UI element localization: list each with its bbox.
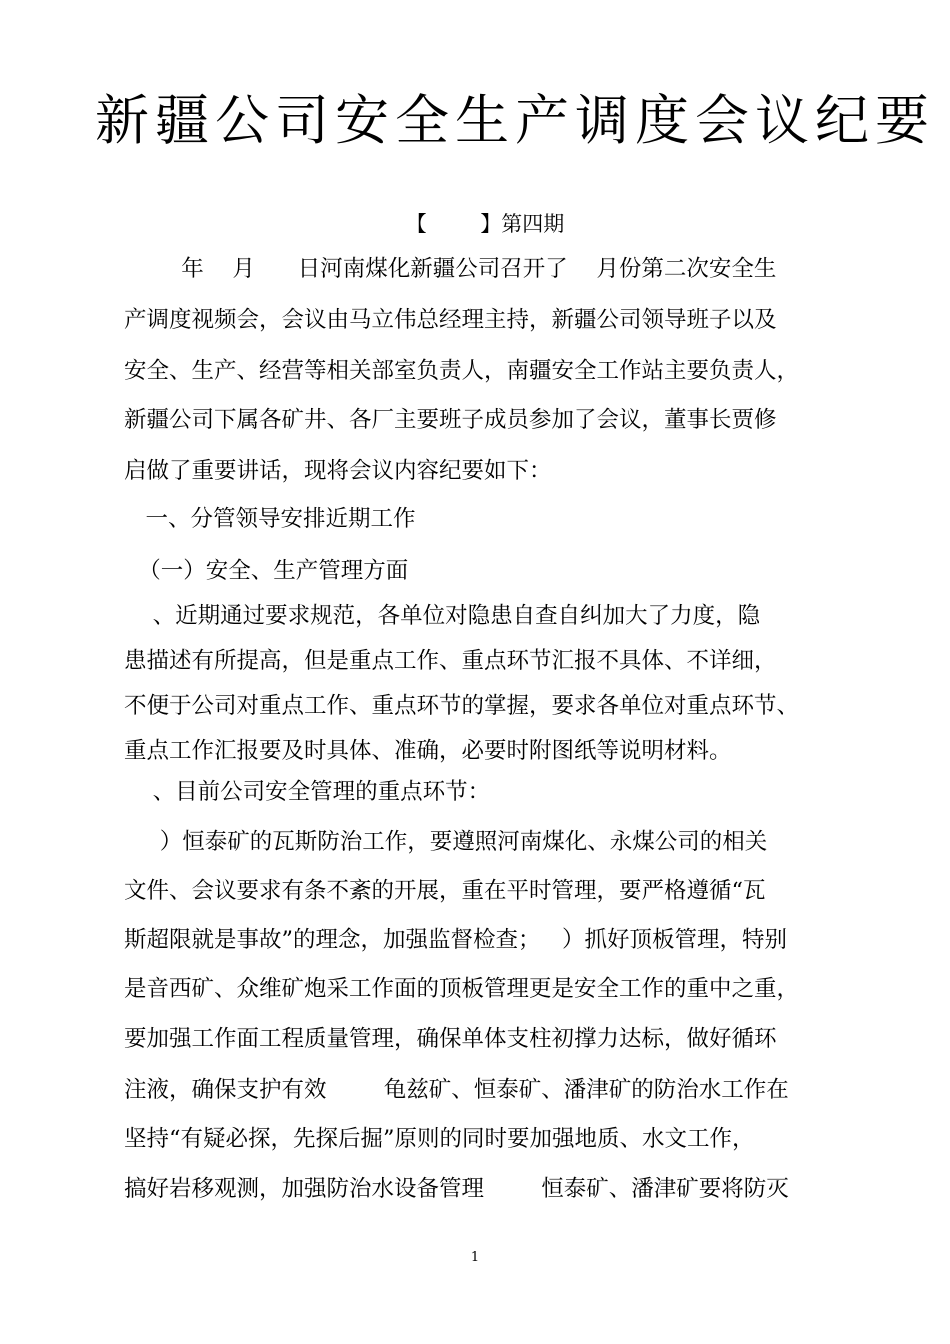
- text-line: 搞好岩移观测，加强防治水设备管理 恒泰矿、潘津矿要将防灭: [124, 1176, 789, 1202]
- document-title: 新疆公司安全生产调度会议纪要: [95, 89, 935, 152]
- text-line: 、近期通过要求规范，各单位对隐患自查自纠加大了力度，隐: [124, 603, 761, 629]
- text-line: 产调度视频会，会议由马立伟总经理主持，新疆公司领导班子以及: [124, 307, 777, 333]
- page-number: 1: [470, 1250, 480, 1265]
- text-line: 安全、生产、经营等相关部室负责人，南疆安全工作站主要负责人，: [124, 358, 800, 384]
- text-line: 重点工作汇报要及时具体、准确，必要时附图纸等说明材料。: [124, 738, 732, 764]
- text-line: 斯超限就是事故”的理念，加强监督检查； ）抓好顶板管理，特别: [124, 927, 787, 953]
- text-line: 年 月 日河南煤化新疆公司召开了 月份第二次安全生: [124, 256, 777, 282]
- text-line: 文件、会议要求有条不紊的开展，重在平时管理，要严格遵循“瓦: [124, 878, 766, 904]
- section-heading: 一、分管领导安排近期工作: [124, 506, 416, 532]
- text-line: 注液，确保支护有效 龟兹矿、恒泰矿、潘津矿的防治水工作在: [124, 1077, 789, 1103]
- text-line: ）恒泰矿的瓦斯防治工作，要遵照河南煤化、永煤公司的相关: [124, 829, 768, 855]
- text-line: 启做了重要讲话，现将会议内容纪要如下：: [124, 458, 552, 484]
- text-line: 患描述有所提高，但是重点工作、重点环节汇报不具体、不详细，: [124, 648, 777, 674]
- text-line: 新疆公司下属各矿井、各厂主要班子成员参加了会议，董事长贾修: [124, 407, 777, 433]
- subsection-heading: （一）安全、生产管理方面: [124, 558, 409, 584]
- text-line: 要加强工作面工程质量管理，确保单体支柱初撑力达标，做好循环: [124, 1026, 777, 1052]
- text-line: 是音西矿、众维矿炮采工作面的顶板管理更是安全工作的重中之重，: [124, 976, 800, 1002]
- text-line: 坚持“有疑必探，先探后掘”原则的同时要加强地质、水文工作，: [124, 1126, 755, 1152]
- issue-number: 【 】第四期: [405, 212, 565, 236]
- text-line: 、目前公司安全管理的重点环节：: [124, 779, 491, 805]
- text-line: 不便于公司对重点工作、重点环节的掌握，要求各单位对重点环节、: [124, 693, 800, 719]
